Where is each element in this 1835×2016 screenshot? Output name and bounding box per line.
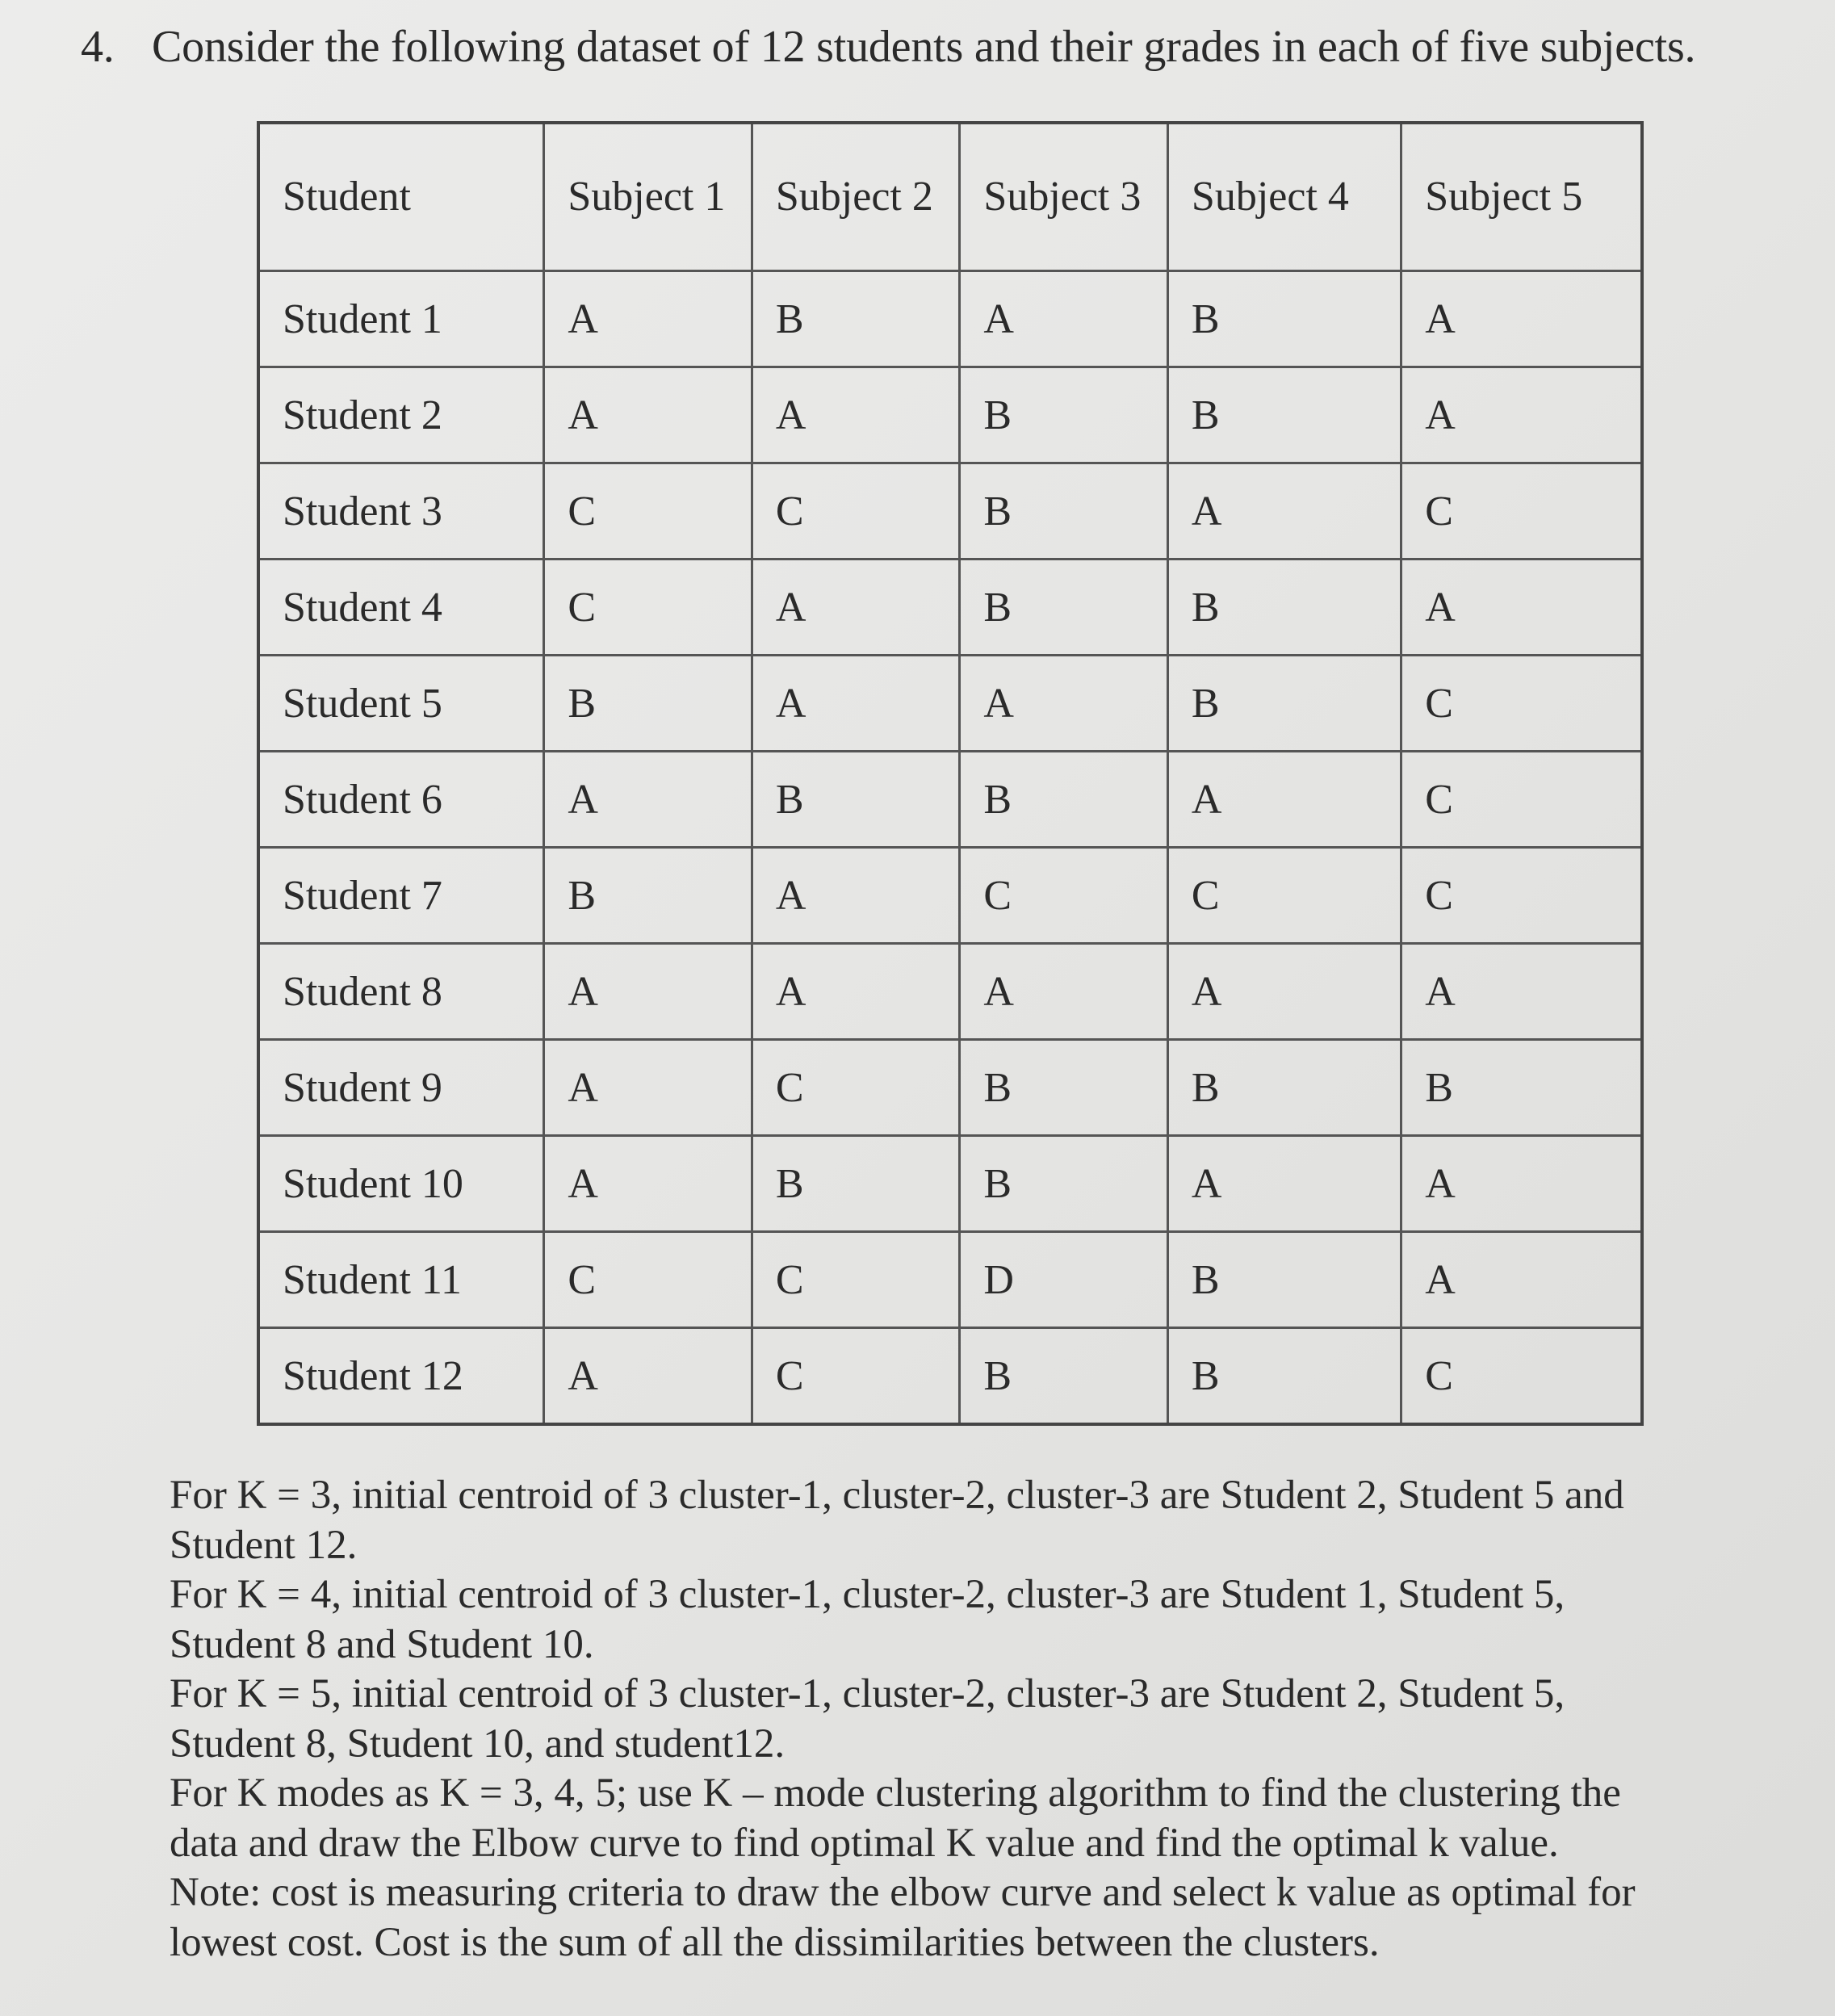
grade-cell-subject-4: B: [1167, 1328, 1401, 1425]
student-name-cell: Student 8: [258, 944, 544, 1040]
grade-cell-subject-3: B: [960, 1328, 1168, 1425]
grade-cell-subject-5: A: [1401, 944, 1642, 1040]
grade-cell-subject-5: C: [1401, 463, 1642, 560]
grade-cell-subject-1: A: [544, 367, 752, 463]
grade-cell-subject-4: A: [1167, 463, 1401, 560]
grade-cell-subject-1: A: [544, 752, 752, 848]
grade-cell-subject-3: B: [960, 560, 1168, 656]
grade-cell-subject-2: B: [752, 752, 960, 848]
grade-cell-subject-5: C: [1401, 752, 1642, 848]
grade-cell-subject-3: C: [960, 848, 1168, 944]
table-row: [258, 367, 1642, 463]
question-heading: [81, 15, 1695, 79]
grade-cell-subject-2: A: [752, 848, 960, 944]
header-subject-2: Subject 2: [752, 123, 960, 271]
grade-cell-subject-1: A: [544, 1136, 752, 1232]
student-name-cell: Student 7: [258, 848, 544, 944]
grade-cell-subject-2: C: [752, 1232, 960, 1328]
table-row: [258, 656, 1642, 752]
grade-cell-subject-2: C: [752, 463, 960, 560]
table-row: [258, 752, 1642, 848]
header-subject-1: Subject 1: [544, 123, 752, 271]
grade-cell-subject-2: A: [752, 560, 960, 656]
grade-cell-subject-1: A: [544, 1040, 752, 1136]
grade-cell-subject-3: B: [960, 367, 1168, 463]
instructions: [170, 1471, 1655, 1968]
grade-cell-subject-4: B: [1167, 367, 1401, 463]
grade-cell-subject-5: A: [1401, 367, 1642, 463]
note-k5: For K = 5, initial centroid of 3 cluster-1, cluster-2, cluster-3 are Student 2, Student 5, Student 8, Student 10, and student12.: [170, 1671, 1565, 1767]
student-name-cell: Student 10: [258, 1136, 544, 1232]
grade-cell-subject-5: C: [1401, 656, 1642, 752]
grade-cell-subject-5: A: [1401, 560, 1642, 656]
grade-cell-subject-4: B: [1167, 656, 1401, 752]
header-student: Student: [258, 123, 544, 271]
table-row: [258, 560, 1642, 656]
grade-cell-subject-2: A: [752, 367, 960, 463]
grade-cell-subject-1: A: [544, 271, 752, 367]
grade-cell-subject-2: A: [752, 944, 960, 1040]
table-row: [258, 1232, 1642, 1328]
question-number: 4.: [81, 22, 115, 72]
note-task: For K modes as K = 3, 4, 5; use K – mode clustering algorithm to find the clustering the data and draw the Elbow curve to find optimal K value and find the optimal k value. Note: cost is measuring criteria to draw the elbow curve and select k value as optimal for lowest cost. Cost is the sum of all the dissimilarities between the clusters.: [170, 1771, 1636, 1965]
grade-cell-subject-1: C: [544, 560, 752, 656]
grade-cell-subject-2: C: [752, 1040, 960, 1136]
grade-cell-subject-2: B: [752, 271, 960, 367]
grade-cell-subject-1: C: [544, 463, 752, 560]
grade-cell-subject-1: C: [544, 1232, 752, 1328]
grade-cell-subject-3: A: [960, 271, 1168, 367]
grade-cell-subject-4: B: [1167, 271, 1401, 367]
grade-cell-subject-3: B: [960, 1136, 1168, 1232]
grade-cell-subject-5: C: [1401, 848, 1642, 944]
table-row: [258, 1040, 1642, 1136]
grade-cell-subject-2: A: [752, 656, 960, 752]
grade-cell-subject-3: B: [960, 1040, 1168, 1136]
grade-cell-subject-4: A: [1167, 752, 1401, 848]
grade-cell-subject-3: D: [960, 1232, 1168, 1328]
header-subject-4: Subject 4: [1167, 123, 1401, 271]
table-row: [258, 271, 1642, 367]
grade-cell-subject-5: A: [1401, 1232, 1642, 1328]
grade-cell-subject-4: B: [1167, 1040, 1401, 1136]
student-name-cell: Student 9: [258, 1040, 544, 1136]
grade-cell-subject-4: A: [1167, 944, 1401, 1040]
grade-cell-subject-3: A: [960, 944, 1168, 1040]
header-subject-5: Subject 5: [1401, 123, 1642, 271]
student-name-cell: Student 12: [258, 1328, 544, 1425]
table-row: [258, 463, 1642, 560]
grade-cell-subject-1: A: [544, 944, 752, 1040]
grade-cell-subject-2: C: [752, 1328, 960, 1425]
table-row: [258, 848, 1642, 944]
grade-cell-subject-3: B: [960, 752, 1168, 848]
grade-cell-subject-4: B: [1167, 1232, 1401, 1328]
grade-cell-subject-5: A: [1401, 1136, 1642, 1232]
question-text: Consider the following dataset of 12 students and their grades in each of five subjects.: [152, 22, 1696, 72]
student-name-cell: Student 5: [258, 656, 544, 752]
grade-cell-subject-3: B: [960, 463, 1168, 560]
table-row: [258, 1136, 1642, 1232]
grade-cell-subject-3: A: [960, 656, 1168, 752]
table-row: [258, 1328, 1642, 1425]
note-k3: For K = 3, initial centroid of 3 cluster-1, cluster-2, cluster-3 are Student 2, Student 5 and Student 12.: [170, 1473, 1624, 1568]
student-name-cell: Student 4: [258, 560, 544, 656]
student-name-cell: Student 2: [258, 367, 544, 463]
grade-cell-subject-2: B: [752, 1136, 960, 1232]
header-subject-3: Subject 3: [960, 123, 1168, 271]
student-name-cell: Student 3: [258, 463, 544, 560]
student-name-cell: Student 1: [258, 271, 544, 367]
table-header-row: [258, 123, 1642, 271]
grades-table: [257, 121, 1644, 1426]
table-body: [258, 271, 1642, 1425]
grade-cell-subject-5: A: [1401, 271, 1642, 367]
grade-cell-subject-1: B: [544, 848, 752, 944]
grade-cell-subject-1: A: [544, 1328, 752, 1425]
grade-cell-subject-5: C: [1401, 1328, 1642, 1425]
student-name-cell: Student 11: [258, 1232, 544, 1328]
grade-cell-subject-1: B: [544, 656, 752, 752]
table-row: [258, 944, 1642, 1040]
grade-cell-subject-5: B: [1401, 1040, 1642, 1136]
student-name-cell: Student 6: [258, 752, 544, 848]
grade-cell-subject-4: B: [1167, 560, 1401, 656]
note-k4: For K = 4, initial centroid of 3 cluster-1, cluster-2, cluster-3 are Student 1, Student 5, Student 8 and Student 10.: [170, 1572, 1565, 1667]
grade-cell-subject-4: C: [1167, 848, 1401, 944]
grade-cell-subject-4: A: [1167, 1136, 1401, 1232]
